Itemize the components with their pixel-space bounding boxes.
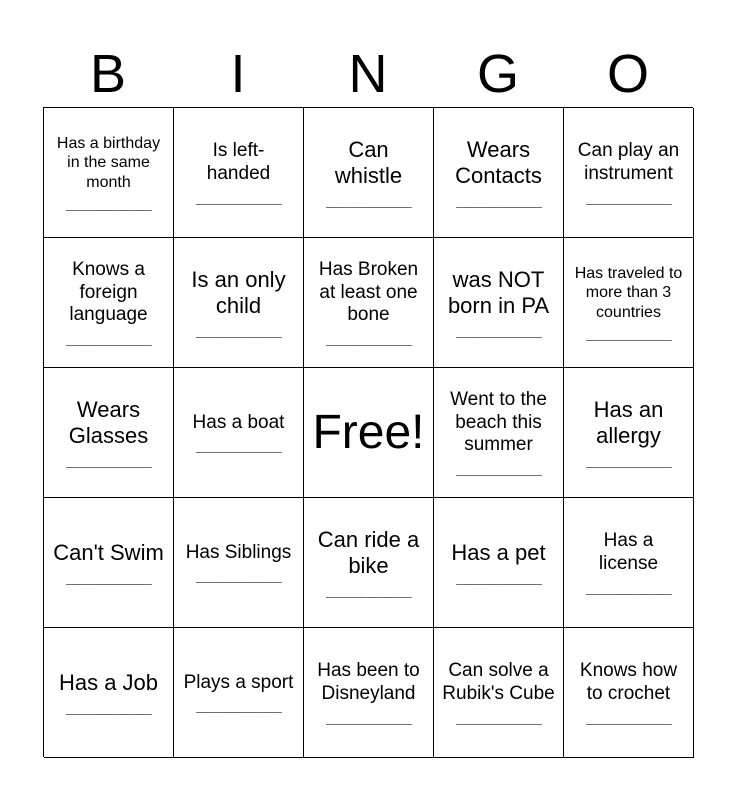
free-space-cell[interactable] — [304, 368, 434, 498]
cell-prompt: Knows a foreign language — [69, 258, 148, 326]
cell-prompt: Wears Contacts — [455, 136, 542, 188]
cell-prompt: Is an only child — [191, 266, 286, 318]
header-letter-i: I — [230, 44, 246, 104]
bingo-cell[interactable] — [304, 498, 434, 628]
header-letter-g: G — [476, 44, 519, 104]
bingo-cell[interactable] — [564, 498, 694, 628]
signature-line: __________ — [456, 191, 541, 209]
bingo-cell[interactable] — [304, 238, 434, 368]
signature-line: __________ — [196, 696, 281, 714]
cell-prompt: Plays a sport — [183, 671, 294, 693]
cell-prompt: Has a license — [598, 530, 659, 574]
signature-line: __________ — [586, 451, 671, 469]
bingo-cell[interactable] — [304, 628, 434, 758]
bingo-cell[interactable] — [44, 498, 174, 628]
signature-line: __________ — [326, 329, 411, 347]
cell-prompt: Has been to Disneyland — [317, 660, 420, 704]
bingo-grid — [43, 107, 693, 757]
cell-prompt: Can whistle — [334, 136, 403, 188]
signature-line: __________ — [196, 436, 281, 454]
cell-prompt: Can't Swim — [53, 539, 164, 565]
bingo-cell[interactable] — [44, 238, 174, 368]
cell-prompt: Can solve a Rubik's Cube — [442, 660, 555, 704]
bingo-cell[interactable] — [174, 498, 304, 628]
bingo-cell[interactable] — [434, 628, 564, 758]
signature-line: __________ — [196, 321, 281, 339]
cell-prompt: Has traveled to more than 3 countries — [574, 265, 683, 321]
cell-prompt: Has Siblings — [185, 541, 292, 563]
signature-line: __________ — [66, 193, 151, 211]
header-letter-b: B — [89, 44, 127, 104]
header-letter-n: N — [348, 44, 388, 104]
signature-line: __________ — [326, 707, 411, 725]
bingo-cell[interactable] — [174, 108, 304, 238]
bingo-cell[interactable] — [174, 628, 304, 758]
cell-prompt: Has an allergy — [593, 396, 664, 448]
bingo-cell[interactable] — [564, 368, 694, 498]
bingo-cell[interactable] — [564, 108, 694, 238]
signature-line: __________ — [196, 566, 281, 584]
cell-prompt: Wears Glasses — [68, 396, 149, 448]
cell-prompt: Has a pet — [451, 539, 546, 565]
cell-prompt: Is left-handed — [206, 140, 271, 184]
signature-line: __________ — [326, 581, 411, 599]
bingo-cell[interactable] — [44, 628, 174, 758]
cell-prompt: Can ride a bike — [317, 526, 420, 578]
bingo-header — [43, 40, 693, 108]
cell-prompt: Has a boat — [192, 411, 285, 433]
signature-line: __________ — [456, 459, 541, 477]
free-space-label: Free! — [312, 405, 425, 459]
signature-line: __________ — [456, 707, 541, 725]
bingo-cell[interactable] — [304, 108, 434, 238]
bingo-cell[interactable] — [174, 238, 304, 368]
bingo-cell[interactable] — [44, 108, 174, 238]
cell-prompt: Knows how to crochet — [579, 660, 678, 704]
signature-line: __________ — [586, 323, 671, 341]
cell-prompt: Has a Job — [58, 669, 159, 695]
signature-line: __________ — [586, 577, 671, 595]
cell-prompt: was NOT born in PA — [447, 266, 550, 318]
bingo-cell[interactable] — [434, 368, 564, 498]
signature-line: __________ — [66, 451, 151, 469]
bingo-cell[interactable] — [434, 238, 564, 368]
signature-line: __________ — [586, 707, 671, 725]
signature-line: __________ — [586, 187, 671, 205]
signature-line: __________ — [66, 329, 151, 347]
bingo-cell[interactable] — [44, 368, 174, 498]
bingo-cell[interactable] — [434, 498, 564, 628]
cell-prompt: Has Broken at least one bone — [318, 258, 419, 326]
bingo-cell[interactable] — [564, 628, 694, 758]
signature-line: __________ — [326, 191, 411, 209]
cell-prompt: Went to the beach this summer — [450, 388, 547, 456]
signature-line: __________ — [66, 698, 151, 716]
header-letter-o: O — [606, 44, 649, 104]
signature-line: __________ — [196, 187, 281, 205]
signature-line: __________ — [66, 568, 151, 586]
bingo-cell[interactable] — [564, 238, 694, 368]
bingo-cell[interactable] — [434, 108, 564, 238]
cell-prompt: Can play an instrument — [577, 140, 680, 184]
signature-line: __________ — [456, 321, 541, 339]
signature-line: __________ — [456, 568, 541, 586]
cell-prompt: Has a birthday in the same month — [56, 135, 161, 191]
bingo-cell[interactable] — [174, 368, 304, 498]
